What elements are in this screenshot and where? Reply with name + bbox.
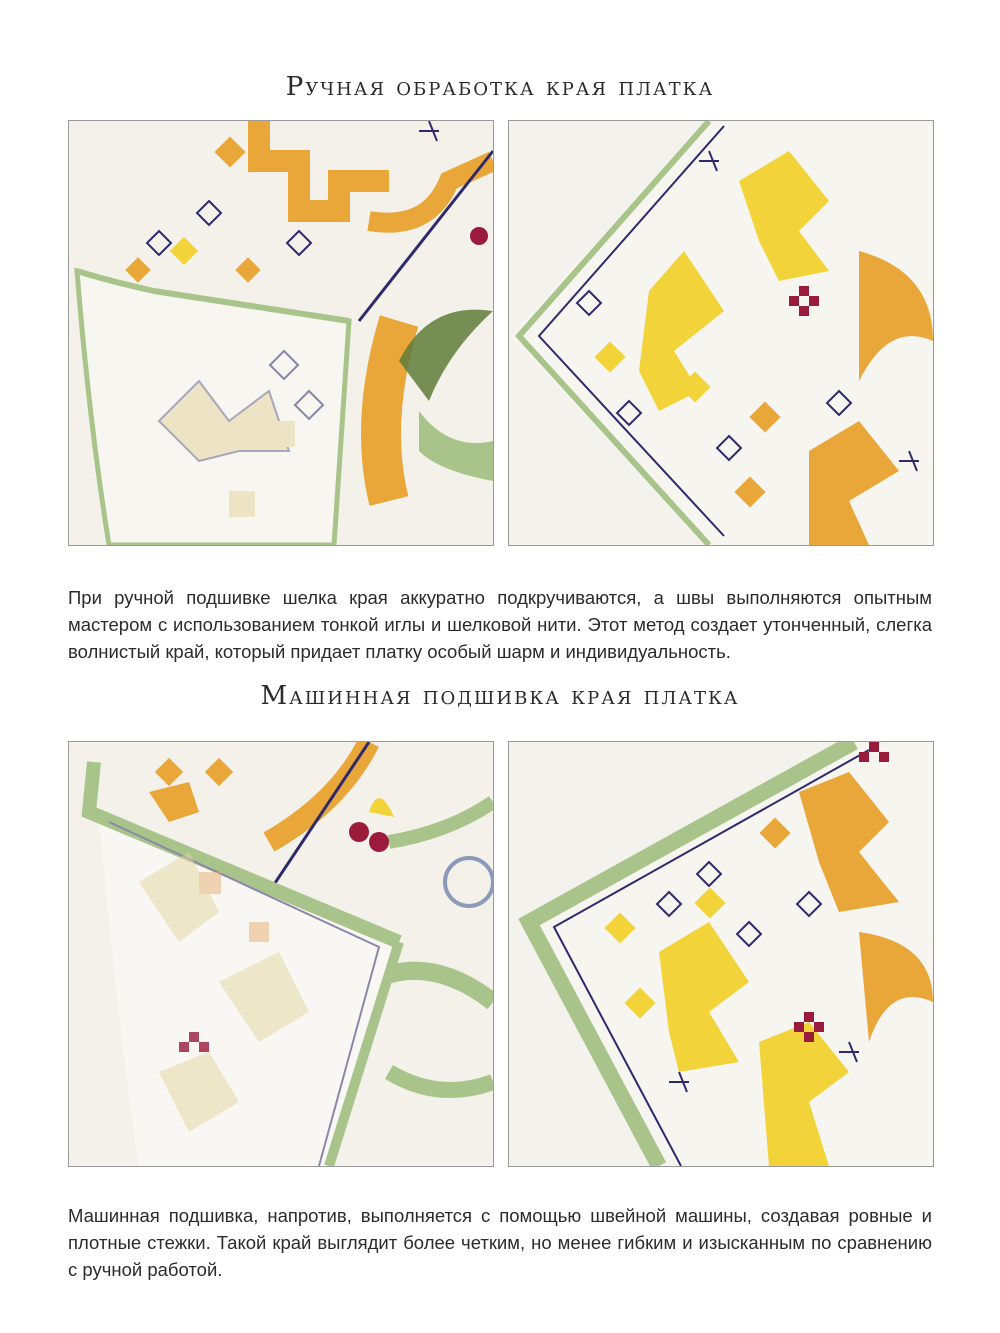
photo-hand-hem-flat-corner [508, 120, 934, 546]
photo-hand-hem-folded-corner [68, 120, 494, 546]
photo-machine-hem-folded-corner [68, 741, 494, 1167]
section-text-hand: При ручной подшивке шелка края аккуратно подкручиваются, а швы выполняются опытным мастером с использованием тонкой иглы и шелковой нити. Этот метод создает утонченный, слегка волнистый край, который придает платку особый шарм и индивидуальность. [68, 586, 932, 662]
section-text-machine: Машинная подшивка, напротив, выполняется с помощью швейной машины, создавая ровные и плотные стежки. Такой край выглядит более четким, но менее гибким и изысканным по сравнению с ручной работой. [68, 1204, 932, 1280]
section-heading-hand: Ручная обработка края платка [285, 72, 715, 102]
section-heading-machine: Машинная подшивка края платка [260, 681, 740, 711]
photo-machine-hem-flat-corner [508, 741, 934, 1167]
